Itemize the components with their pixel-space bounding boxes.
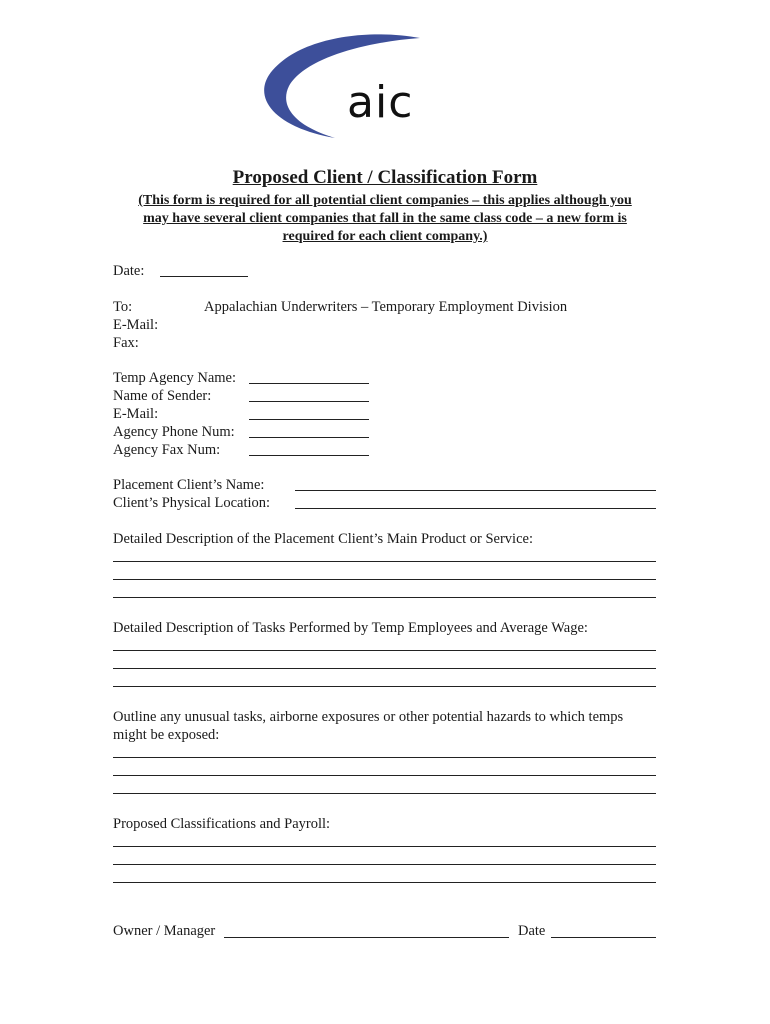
sender-name-field[interactable] bbox=[249, 401, 369, 402]
section-tasks-wage-label: Detailed Description of Tasks Performed by Temp Employees and Average Wage: bbox=[113, 620, 588, 636]
section-hazards-line[interactable] bbox=[113, 793, 656, 794]
client-name-field[interactable] bbox=[295, 490, 656, 491]
section-tasks-wage-line[interactable] bbox=[113, 686, 656, 687]
client-location-label: Client’s Physical Location: bbox=[113, 495, 271, 511]
subtitle-line-3: required for each client company.) bbox=[282, 229, 488, 244]
signature-date-field[interactable] bbox=[551, 937, 656, 938]
company-logo bbox=[255, 30, 430, 140]
client-location-field[interactable] bbox=[295, 508, 656, 509]
fax-label: Fax: bbox=[113, 335, 139, 351]
signature-date-label: Date bbox=[518, 923, 546, 939]
date-label: Date: bbox=[113, 263, 145, 279]
section-classifications-line[interactable] bbox=[113, 846, 656, 847]
section-product-service-line[interactable] bbox=[113, 561, 656, 562]
temp-agency-name-field[interactable] bbox=[249, 383, 369, 384]
section-hazards-line[interactable] bbox=[113, 775, 656, 776]
date-field-line[interactable] bbox=[160, 276, 248, 277]
temp-agency-name-label: Temp Agency Name: bbox=[113, 370, 237, 386]
section-tasks-wage-line[interactable] bbox=[113, 650, 656, 651]
logo-text: aic bbox=[347, 77, 414, 128]
to-label: To: bbox=[113, 299, 133, 315]
section-classifications-label: Proposed Classifications and Payroll: bbox=[113, 816, 331, 832]
section-product-service-line[interactable] bbox=[113, 579, 656, 580]
email-label: E-Mail: bbox=[113, 317, 159, 333]
section-tasks-wage-line[interactable] bbox=[113, 668, 656, 669]
client-name-label: Placement Client’s Name: bbox=[113, 477, 265, 493]
agency-email-field[interactable] bbox=[249, 419, 369, 420]
section-hazards-line[interactable] bbox=[113, 757, 656, 758]
form-title: Proposed Client / Classification Form bbox=[232, 167, 538, 188]
subtitle-line-1: (This form is required for all potential client companies – this applies although you bbox=[138, 193, 632, 208]
subtitle-line-2: may have several client companies that fall in the same class code – a new form is bbox=[143, 211, 627, 226]
section-product-service-line[interactable] bbox=[113, 597, 656, 598]
section-classifications-line[interactable] bbox=[113, 864, 656, 865]
section-hazards-label-2: might be exposed: bbox=[113, 727, 220, 743]
agency-fax-label: Agency Fax Num: bbox=[113, 442, 221, 458]
section-hazards-label-1: Outline any unusual tasks, airborne exposures or other potential hazards to which temps bbox=[113, 709, 624, 725]
to-value: Appalachian Underwriters – Temporary Employment Division bbox=[204, 299, 568, 315]
agency-email-label: E-Mail: bbox=[113, 406, 159, 422]
section-classifications-line[interactable] bbox=[113, 882, 656, 883]
agency-phone-field[interactable] bbox=[249, 437, 369, 438]
owner-manager-signature-field[interactable] bbox=[224, 937, 509, 938]
agency-fax-field[interactable] bbox=[249, 455, 369, 456]
agency-phone-label: Agency Phone Num: bbox=[113, 424, 235, 440]
sender-name-label: Name of Sender: bbox=[113, 388, 212, 404]
owner-manager-label: Owner / Manager bbox=[113, 923, 216, 939]
section-product-service-label: Detailed Description of the Placement Client’s Main Product or Service: bbox=[113, 531, 533, 547]
